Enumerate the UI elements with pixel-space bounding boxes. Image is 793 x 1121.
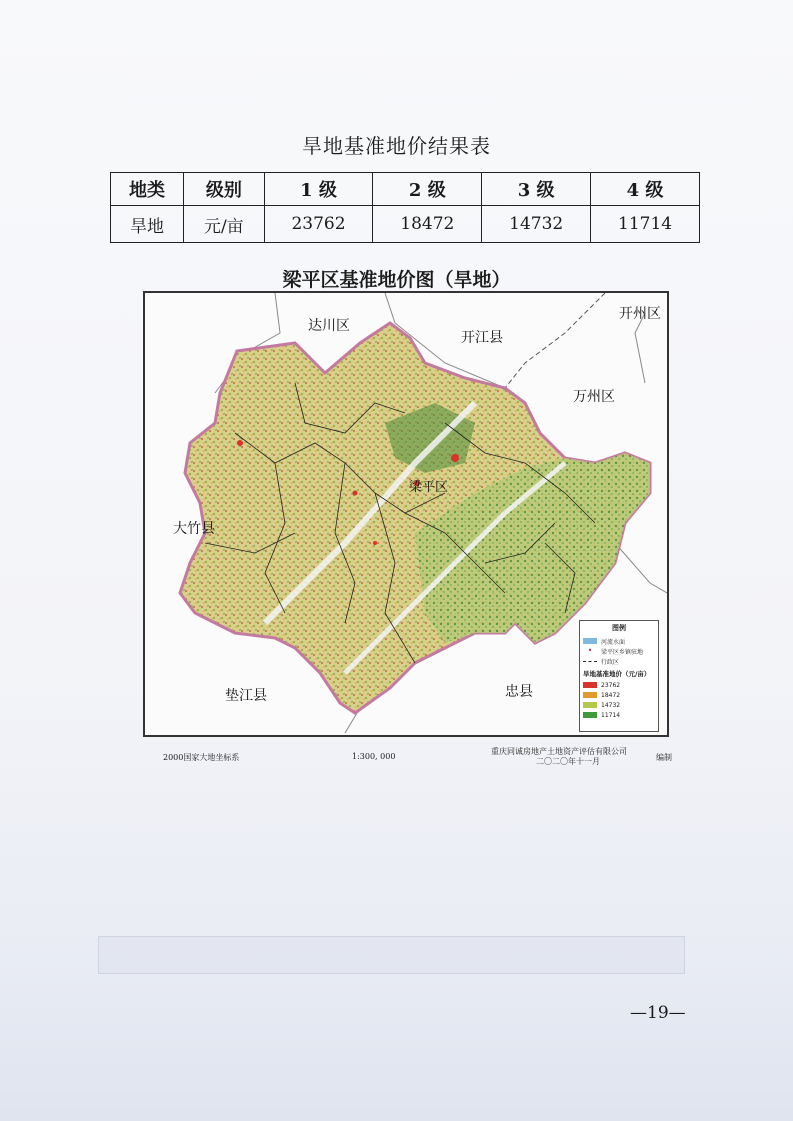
legend-item-water	[583, 636, 655, 646]
page-number: —19—	[630, 1003, 686, 1023]
coordinate-system: 2000国家大地坐标系	[163, 753, 240, 762]
table-header-row	[111, 173, 700, 206]
legend-level-4	[583, 710, 655, 720]
map-scale: 1:300, 000	[352, 752, 396, 761]
legend-level-1	[583, 680, 655, 690]
level-1-swatch	[583, 682, 597, 688]
header-level-1: 1 级	[264, 173, 373, 206]
cell-level-4: 11714	[591, 206, 700, 243]
level-3-swatch	[583, 702, 597, 708]
label-dachuan: 达川区	[308, 318, 350, 334]
town-point-icon: •	[587, 646, 593, 655]
editor-label: 编制	[656, 753, 672, 762]
header-land-type: 地类	[111, 173, 184, 206]
header-level-2: 2 级	[373, 173, 482, 206]
legend-item-town	[583, 646, 655, 656]
table-title: 旱地基准地价结果表	[302, 134, 491, 158]
label-zhongxian: 忠县	[505, 684, 533, 700]
label-kaizhou: 开州区	[619, 306, 661, 322]
organization-name: 重庆同诚房地产土地资产评估有限公司	[491, 747, 627, 756]
water-swatch	[583, 638, 597, 644]
boundary-line-icon	[583, 661, 597, 662]
label-dianjiang: 垫江县	[225, 688, 267, 704]
legend-label-boundary: 行政区	[601, 658, 620, 666]
label-dazhu: 大竹县	[173, 521, 215, 537]
legend-level-3-value: 14732	[601, 701, 621, 709]
table-row	[111, 206, 700, 243]
level-2-swatch	[583, 692, 597, 698]
legend-title: 图例	[612, 624, 626, 632]
map-legend	[579, 620, 659, 732]
cell-unit: 元/亩	[184, 206, 264, 243]
cell-level-3: 14732	[482, 206, 591, 243]
header-level-3: 3 级	[482, 173, 591, 206]
legend-level-1-value: 23762	[601, 681, 621, 689]
legend-level-4-value: 11714	[601, 711, 621, 719]
legend-level-3	[583, 700, 655, 710]
label-kaijiang: 开江县	[461, 330, 503, 346]
legend-price-title: 旱地基准地价（元/亩）	[583, 670, 651, 678]
compile-date: 二〇二〇年十一月	[536, 757, 600, 766]
legend-label-water: 河流水面	[601, 638, 626, 646]
map-title: 梁平区基准地价图（旱地）	[282, 269, 511, 291]
level-4-swatch	[583, 712, 597, 718]
land-price-table	[110, 172, 700, 243]
cell-land-type: 旱地	[111, 206, 184, 243]
legend-level-2-value: 18472	[601, 691, 621, 699]
header-grade: 级别	[184, 173, 264, 206]
legend-item-boundary	[583, 656, 655, 666]
cell-level-1: 23762	[264, 206, 373, 243]
label-liangping: 梁平区	[409, 480, 449, 495]
header-level-4: 4 级	[591, 173, 700, 206]
legend-level-2	[583, 690, 655, 700]
legend-label-town: 梁平区乡镇驻地	[601, 648, 644, 656]
cell-level-2: 18472	[373, 206, 482, 243]
bleed-through-stamp	[98, 936, 685, 974]
label-wanzhou: 万州区	[573, 389, 615, 405]
